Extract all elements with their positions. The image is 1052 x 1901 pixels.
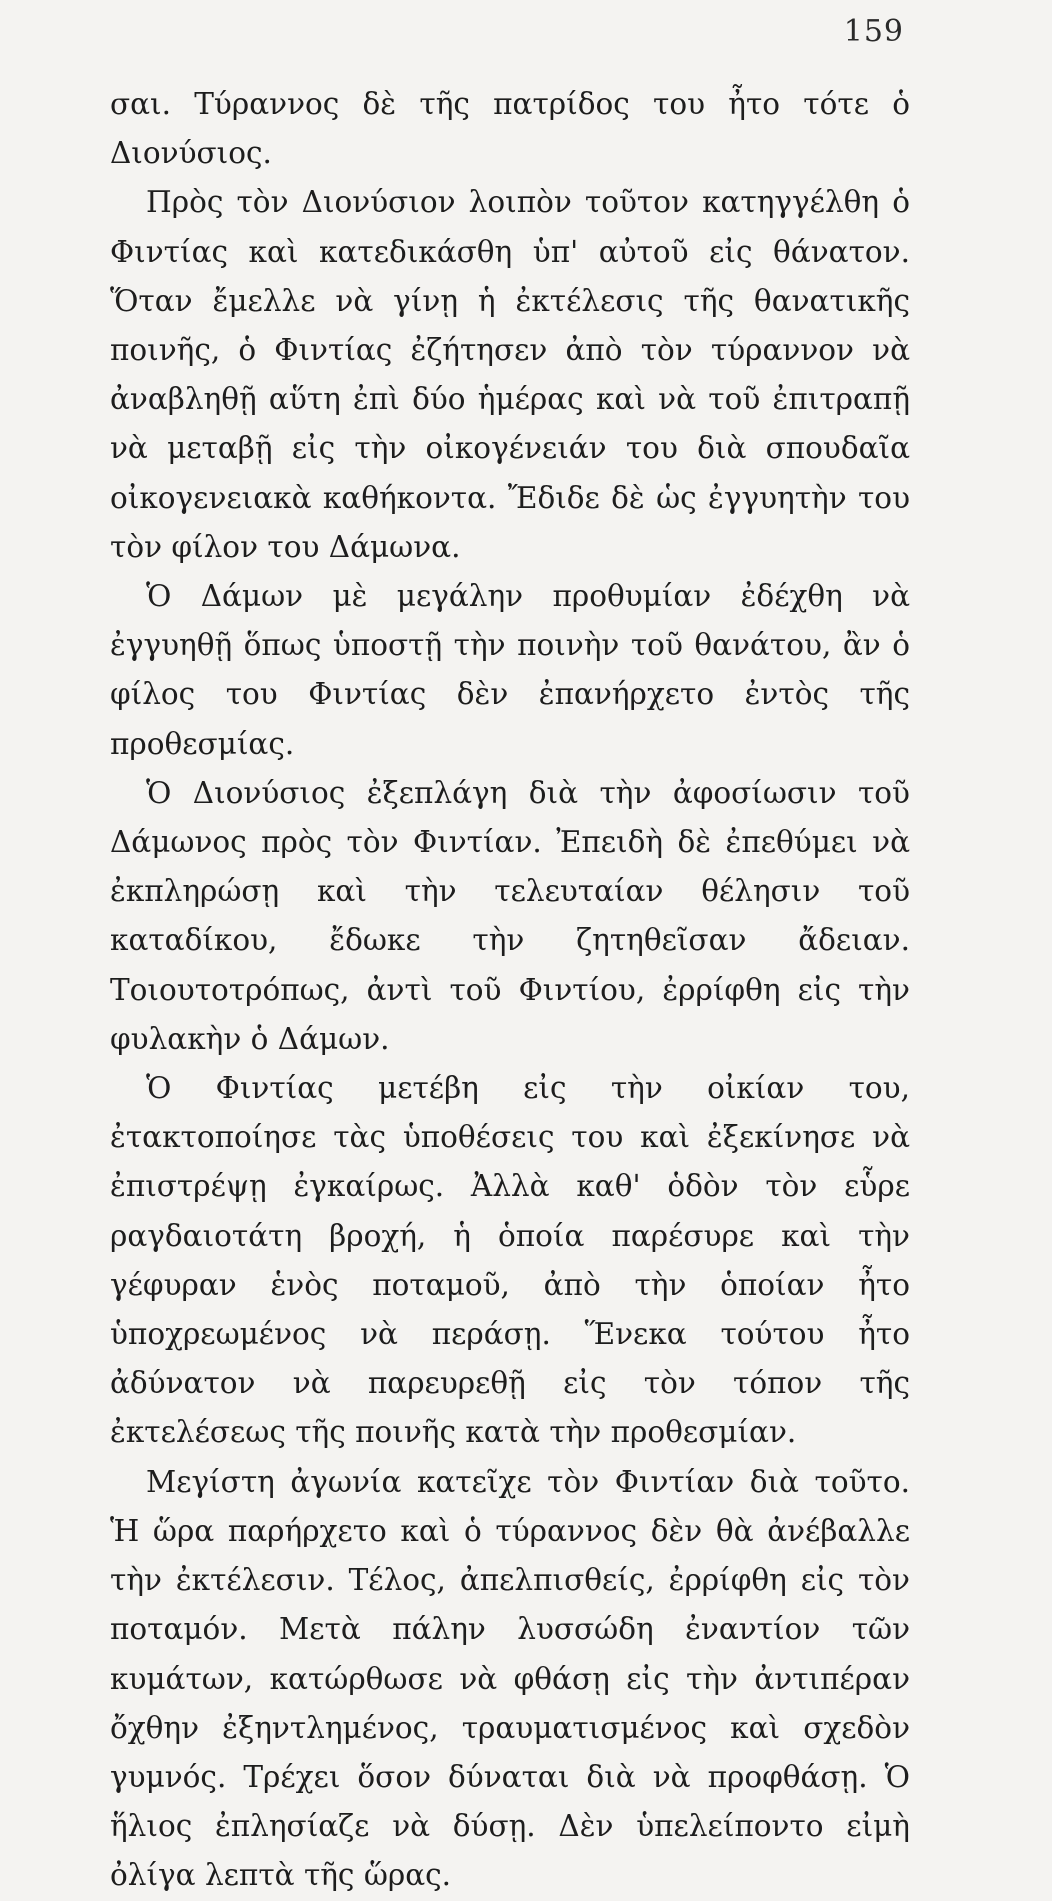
paragraph: Ὁ Δάμων μὲ μεγάλην προθυμίαν ἐδέχθη νὰ ἐγγυηθῇ ὅπως ὑποστῇ τὴν ποινὴν τοῦ θανάτου, ἂν ὁ φίλος του Φιντίας δὲν ἐπανήρχετο ἐντὸς τῆς προθεσμίας. xyxy=(110,579,910,761)
body-text xyxy=(110,80,910,1901)
paragraph: Πρὸς τὸν Διονύσιον λοιπὸν τοῦτον κατηγγέλθη ὁ Φιντίας καὶ κατεδικάσθη ὑπ' αὐτοῦ εἰς θάνατον. Ὅταν ἔμελλε νὰ γίνῃ ἡ ἐκτέλεσις τῆς θανατικῆς ποινῆς, ὁ Φιντίας ἐζήτησεν ἀπὸ τὸν τύραννον νὰ ἀναβληθῇ αὕτη ἐπὶ δύο ἡμέρας καὶ νὰ τοῦ ἐπιτραπῇ νὰ μεταβῇ εἰς τὴν οἰκογένειάν του διὰ σπουδαῖα οἰκογενειακὰ καθήκοντα. Ἔδιδε δὲ ὡς ἐγγυητὴν του τὸν φίλον του Δάμωνα. xyxy=(110,185,910,564)
paragraph-continuation: σαι. Τύραννος δὲ τῆς πατρίδος του ἦτο τότε ὁ Διονύσιος. xyxy=(110,87,910,171)
paragraph: Μεγίστη ἀγωνία κατεῖχε τὸν Φιντίαν διὰ τοῦτο. Ἡ ὥρα παρήρχετο καὶ ὁ τύραννος δὲν θὰ ἀνέβαλλε τὴν ἐκτέλεσιν. Τέλος, ἀπελπισθείς, ἐρρίφθη εἰς τὸν ποταμόν. Μετὰ πάλην λυσσώδη ἐναντίον τῶν κυμάτων, κατώρθωσε νὰ φθάσῃ εἰς τὴν ἀντιπέραν ὄχθην ἐξηντλημένος, τραυματισμένος καὶ σχεδὸν γυμνός. Τρέχει ὅσον δύναται διὰ νὰ προφθάσῃ. Ὁ ἥλιος ἐπλησίαζε νὰ δύσῃ. Δὲν ὑπελείποντο εἰμὴ ὀλίγα λεπτὰ τῆς ὥρας. xyxy=(110,1464,910,1893)
paragraph: Ὁ Διονύσιος ἐξεπλάγη διὰ τὴν ἀφοσίωσιν τοῦ Δάμωνος πρὸς τὸν Φιντίαν. Ἐπειδὴ δὲ ἐπεθύμει νὰ ἐκπληρώσῃ καὶ τὴν τελευταίαν θέλησιν τοῦ καταδίκου, ἔδωκε τὴν ζητηθεῖσαν ἄδειαν. Τοιουτοτρόπως, ἀντὶ τοῦ Φιντίου, ἐρρίφθη εἰς τὴν φυλακὴν ὁ Δάμων. xyxy=(110,775,910,1056)
page-number: 159 xyxy=(843,14,904,49)
paragraph: Ὁ Φιντίας μετέβη εἰς τὴν οἰκίαν του, ἐτακτοποίησε τὰς ὑποθέσεις του καὶ ἐξεκίνησε νὰ ἐπιστρέψῃ ἐγκαίρως. Ἀλλὰ καθ' ὁδὸν τὸν εὗρε ραγδαιοτάτη βροχή, ἡ ὁποία παρέσυρε καὶ τὴν γέφυραν ἑνὸς ποταμοῦ, ἀπὸ τὴν ὁποίαν ἦτο ὑποχρεωμένος νὰ περάσῃ. Ἕνεκα τούτου ἦτο ἀδύνατον νὰ παρευρεθῇ εἰς τὸν τόπον τῆς ἐκτελέσεως τῆς ποινῆς κατὰ τὴν προθεσμίαν. xyxy=(110,1071,910,1450)
